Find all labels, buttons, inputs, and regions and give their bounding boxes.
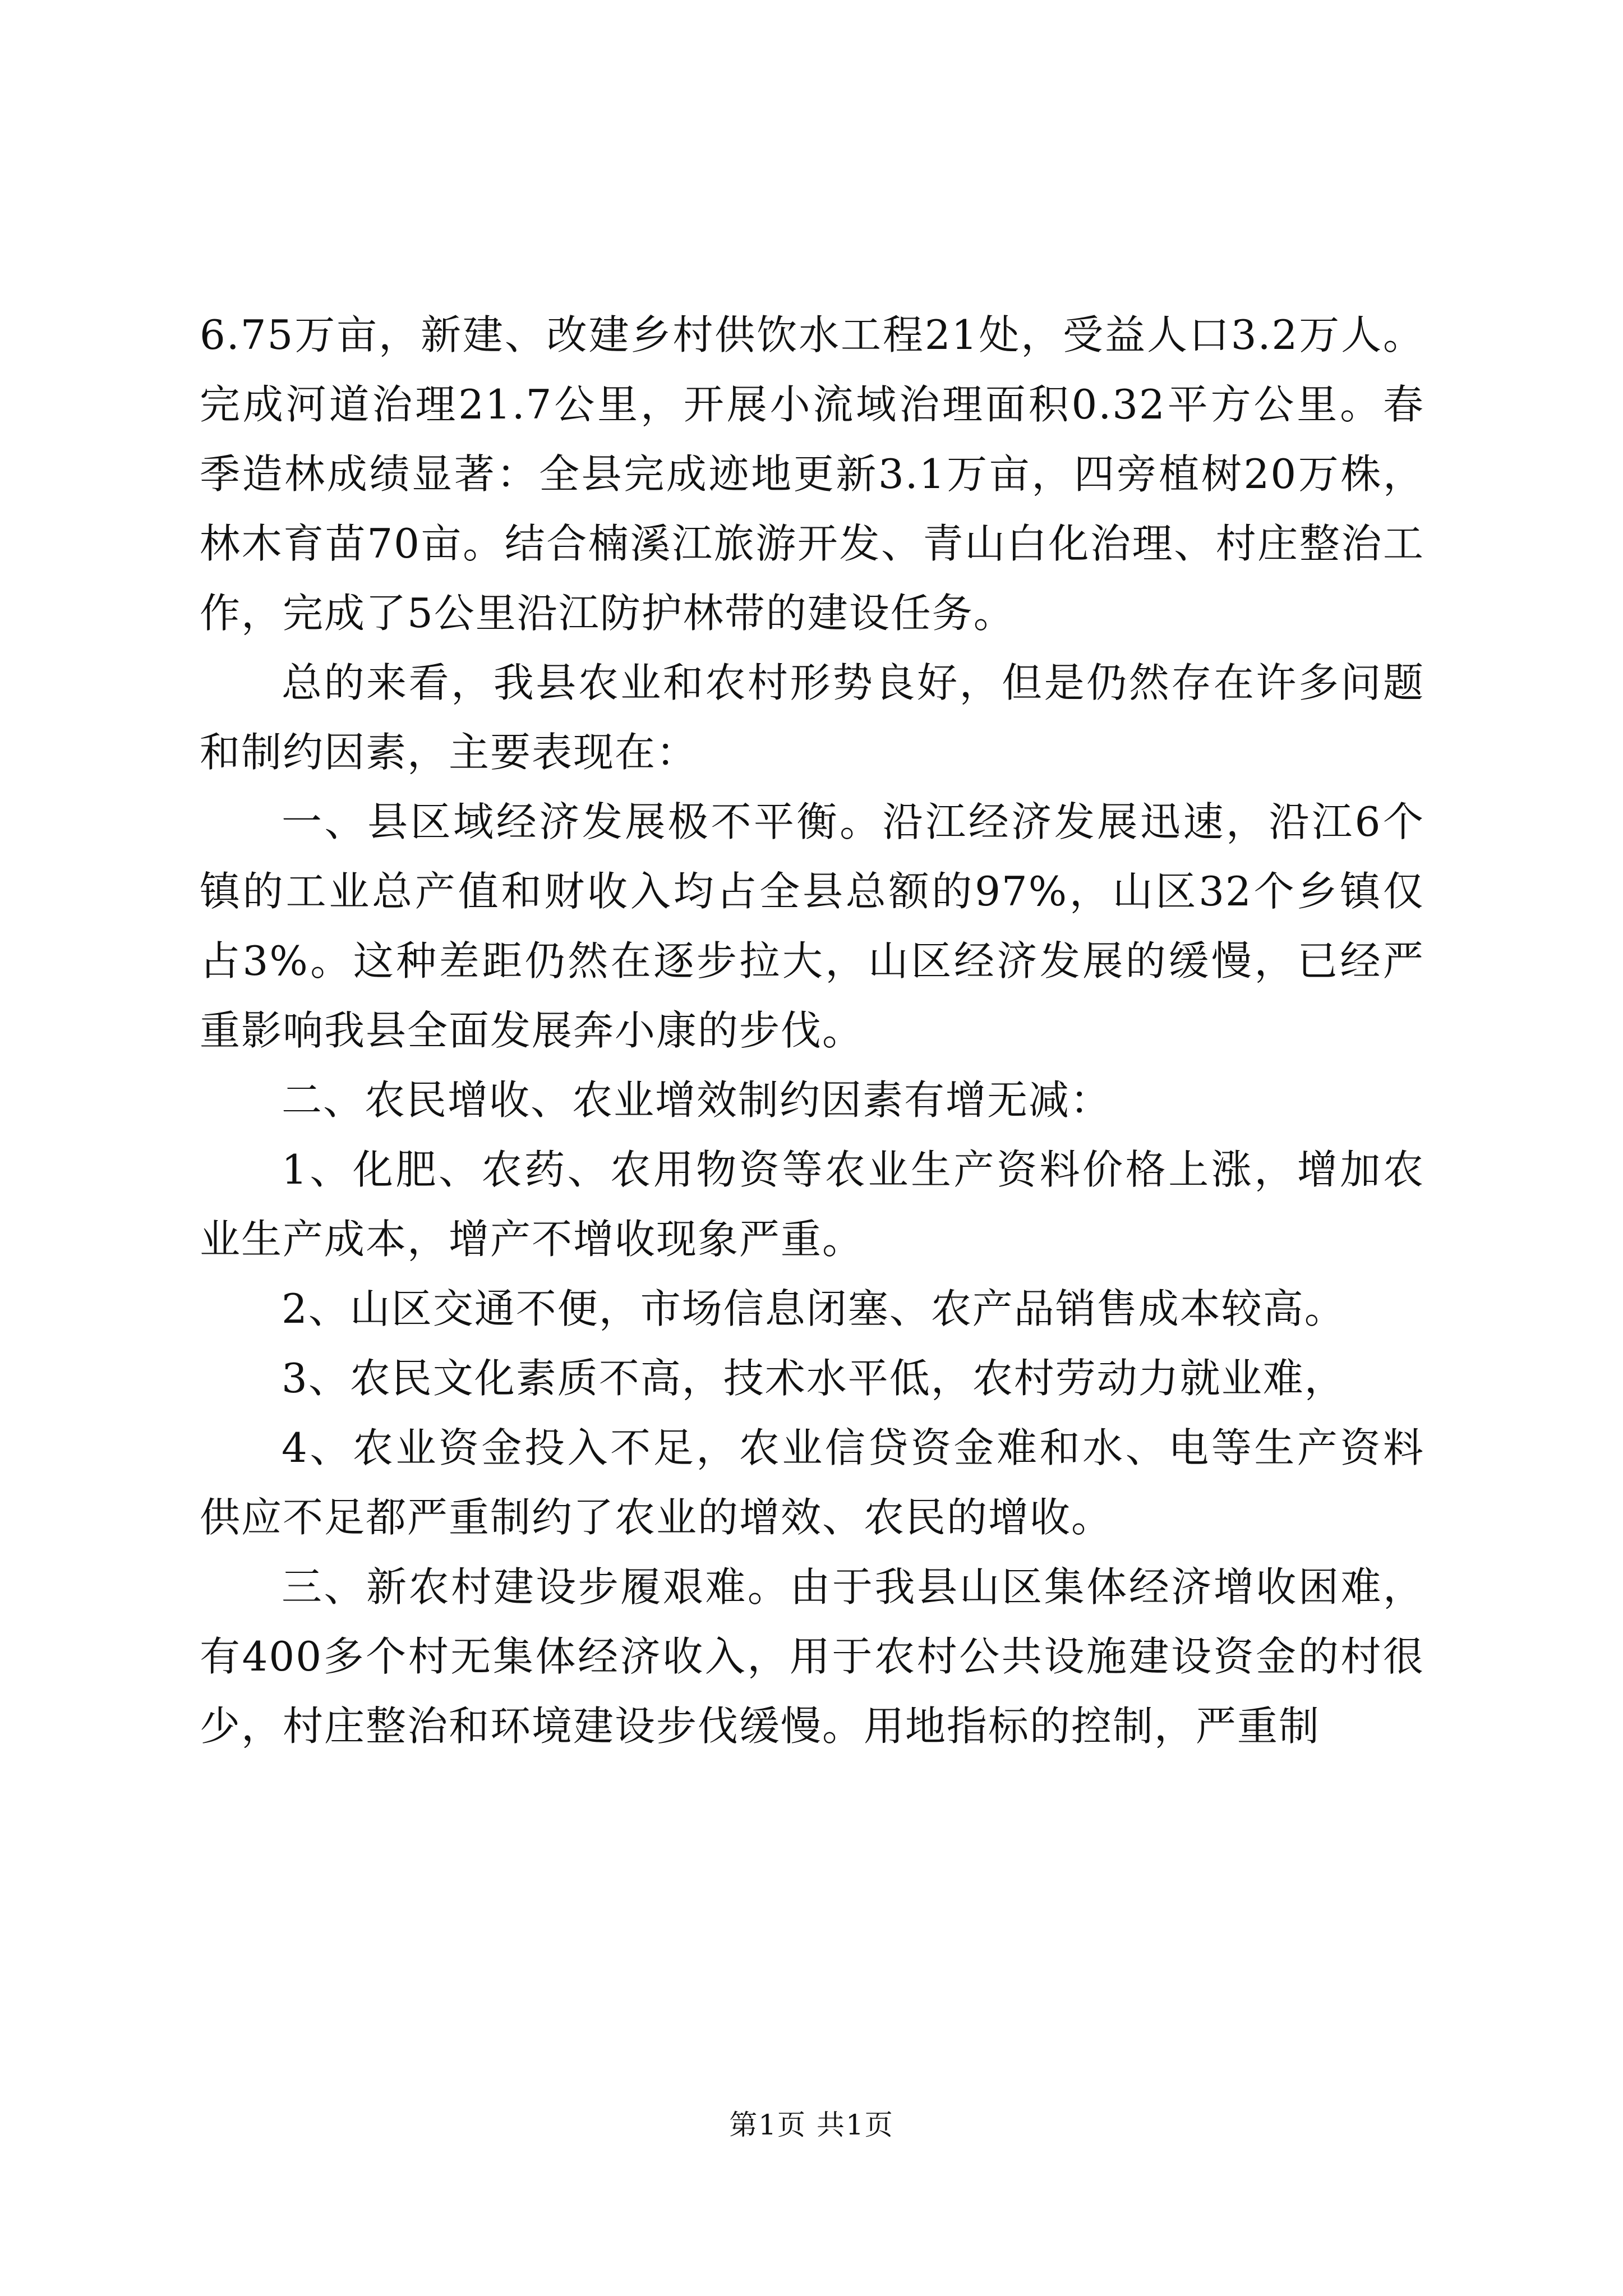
paragraph-issue-2: 二、农民增收、农业增效制约因素有增无减： [282,1076,1112,1124]
paragraph-continuation: 6.75万亩，新建、改建乡村供饮水工程21处，受益人口3.2万人。完成河道治理21.7公里，开展小流域治理面积0.32平方公里。春季造林成绩显著：全县完成迹地更新3.1万亩，四旁植树20万株，林木育苗70亩。结合楠溪江旅游开发、青山白化治理、村庄整治工作，完成了5公里沿江防护林带的建设任务。 [200,311,1424,637]
paragraph-item-3: 3、农民文化素质不高，技术水平低，农村劳动力就业难， [282,1355,1346,1402]
paragraph-issue-3: 三、新农村建设步履艰难。由于我县山区集体经济增收困难，有400多个村无集体经济收入，用于农村公共设施建设资金的村很少，村庄整治和环境建设步伐缓慢。用地指标的控制，严重制 [200,1563,1424,1750]
paragraph-item-2: 2、山区交通不便，市场信息闭塞、农产品销售成本较高。 [282,1285,1346,1332]
paragraph-issue-1: 一、县区域经济发展极不平衡。沿江经济发展迅速，沿江6个镇的工业总产值和财收入均占全县总额的97%，山区32个乡镇仅占3%。这种差距仍然在逐步拉大，山区经济发展的缓慢，已经严重影响我县全面发展奔小康的步伐。 [200,798,1424,1054]
page-footer: 第1页 共1页 [729,2109,894,2141]
paragraph-item-1: 1、化肥、农药、农用物资等农业生产资料价格上涨，增加农业生产成本，增产不增收现象严重。 [200,1146,1424,1263]
paragraph-item-4: 4、农业资金投入不足，农业信贷资金难和水、电等生产资料供应不足都严重制约了农业的增效、农民的增收。 [200,1424,1424,1541]
document-body [200,300,1424,1761]
paragraph-summary: 总的来看，我县农业和农村形势良好，但是仍然存在许多问题和制约因素，主要表现在： [200,659,1424,776]
